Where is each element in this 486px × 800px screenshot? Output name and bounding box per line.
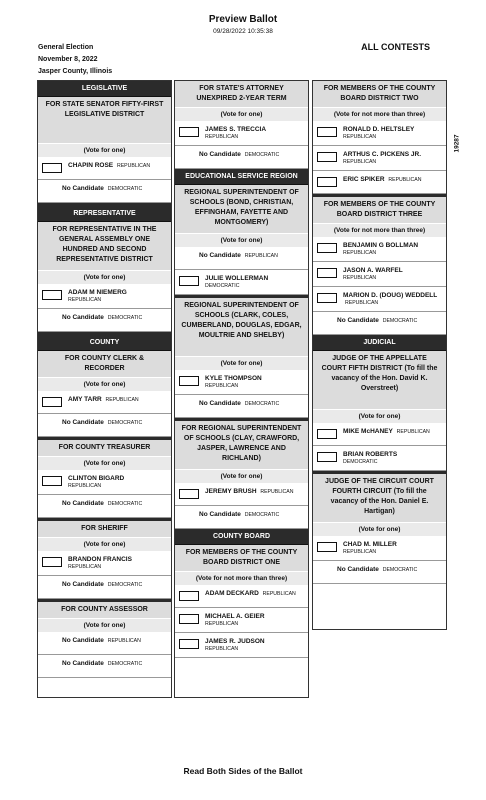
candidate-party: REPUBLICAN: [260, 489, 294, 495]
no-candidate-label: No Candidate: [199, 151, 241, 158]
candidate-option[interactable]: [38, 284, 171, 309]
candidate-option[interactable]: [313, 171, 446, 194]
candidate-name: ADAM DECKARD: [205, 590, 259, 597]
vote-instruction: (Vote for one): [38, 456, 171, 470]
vote-oval[interactable]: [179, 614, 199, 624]
vote-oval[interactable]: [317, 293, 337, 303]
election-county: Jasper County, Illinois: [38, 68, 113, 75]
contests-label: ALL CONTESTS: [361, 42, 430, 52]
contest-title: FOR COUNTY TREASURER: [38, 440, 171, 456]
contest-title: FOR COUNTY CLERK & RECORDER: [38, 351, 171, 377]
candidate-party: REPUBLICAN: [345, 300, 379, 306]
vote-oval[interactable]: [179, 276, 199, 286]
no-candidate-row: [313, 312, 446, 335]
vote-oval[interactable]: [42, 397, 62, 407]
no-candidate-label: No Candidate: [62, 500, 104, 507]
candidate-option[interactable]: [175, 585, 308, 608]
candidate-party: DEMOCRATIC: [107, 661, 143, 667]
candidate-party: REPUBLICAN: [343, 275, 377, 281]
candidate-name: RONALD D. HELTSLEY: [343, 126, 415, 133]
candidate-party: REPUBLICAN: [68, 483, 102, 489]
no-candidate-row: [313, 561, 446, 584]
no-candidate-label: No Candidate: [62, 581, 104, 588]
vote-instruction: (Vote for one): [38, 537, 171, 551]
candidate-party: REPUBLICAN: [343, 159, 377, 165]
candidate-party: REPUBLICAN: [205, 134, 239, 140]
candidate-name: CHAD M. MILLER: [343, 541, 397, 548]
vote-oval[interactable]: [317, 177, 337, 187]
candidate-party: REPUBLICAN: [107, 638, 141, 644]
no-candidate-label: No Candidate: [199, 252, 241, 259]
candidate-party: REPUBLICAN: [388, 177, 422, 183]
no-candidate-label: No Candidate: [337, 317, 379, 324]
ballot-title: Preview Ballot: [208, 14, 278, 25]
section-header-legislative: LEGISLATIVE: [38, 81, 171, 97]
candidate-option[interactable]: [313, 121, 446, 146]
no-candidate-row: [38, 576, 171, 599]
contest-title: FOR MEMBERS OF THE COUNTY BOARD DISTRICT ONE: [175, 545, 308, 571]
candidate-party: DEMOCRATIC: [382, 318, 418, 324]
contest-title: FOR REPRESENTATIVE IN THE GENERAL ASSEMBLY ONE HUNDRED AND SECOND REPRESENTATIVE DISTRICT: [38, 222, 171, 270]
candidate-option[interactable]: [38, 470, 171, 495]
contest-title: REGIONAL SUPERINTENDENT OF SCHOOLS (CLARK, COLES, CUMBERLAND, DOUGLAS, EDGAR, MOULTRIE AND SHELBY): [175, 298, 308, 356]
candidate-option[interactable]: [313, 287, 446, 312]
no-candidate-row: [38, 655, 171, 678]
contest-title: FOR COUNTY ASSESSOR: [38, 602, 171, 618]
candidate-option[interactable]: [313, 423, 446, 446]
candidate-name: CHAPIN ROSE: [68, 162, 114, 169]
candidate-party: DEMOCRATIC: [244, 152, 280, 158]
section-header-educational-service-region: EDUCATIONAL SERVICE REGION: [175, 169, 308, 185]
election-name: General Election: [38, 44, 94, 51]
candidate-option[interactable]: [175, 633, 308, 658]
vote-oval[interactable]: [42, 163, 62, 173]
candidate-party: REPUBLICAN: [343, 250, 377, 256]
contest-title: FOR SHERIFF: [38, 521, 171, 537]
no-candidate-row: [38, 180, 171, 203]
candidate-name: BENJAMIN G BOLLMAN: [343, 242, 419, 249]
vote-instruction: (Vote for one): [38, 143, 171, 157]
contest-title: FOR REGIONAL SUPERINTENDENT OF SCHOOLS (CLAY, CRAWFORD, JASPER, LAWRENCE AND RICHLAND): [175, 421, 308, 469]
vote-instruction: (Vote for one): [175, 356, 308, 370]
candidate-name: ARTHUS C. PICKENS JR.: [343, 151, 422, 158]
candidate-name: CLINTON BIGARD: [68, 475, 125, 482]
candidate-party: REPUBLICAN: [116, 163, 151, 169]
candidate-option[interactable]: [38, 391, 171, 414]
candidate-option[interactable]: [313, 146, 446, 171]
candidate-party: DEMOCRATIC: [244, 401, 280, 407]
candidate-party: REPUBLICAN: [68, 564, 102, 570]
vote-oval[interactable]: [317, 452, 337, 462]
candidate-name: MARION D. (DOUG) WEDDELL: [343, 292, 438, 299]
candidate-name: JAMES R. JUDSON: [205, 638, 265, 645]
candidate-party: REPUBLICAN: [105, 397, 139, 403]
candidate-name: JULIE WOLLERMAN: [205, 275, 269, 282]
vote-instruction: (Vote for one): [175, 469, 308, 483]
candidate-option[interactable]: [175, 370, 308, 395]
no-candidate-row: [38, 414, 171, 437]
candidate-option[interactable]: [313, 237, 446, 262]
candidate-option[interactable]: [175, 270, 308, 295]
candidate-party: DEMOCRATIC: [107, 501, 143, 507]
candidate-option[interactable]: [313, 446, 446, 471]
candidate-party: REPUBLICAN: [396, 429, 430, 435]
no-candidate-row: [175, 395, 308, 418]
vote-oval[interactable]: [317, 152, 337, 162]
candidate-party: DEMOCRATIC: [107, 420, 143, 426]
candidate-party: REPUBLICAN: [205, 646, 239, 652]
candidate-party: DEMOCRATIC: [107, 315, 143, 321]
contest-title: FOR MEMBERS OF THE COUNTY BOARD DISTRICT THREE: [313, 197, 446, 223]
candidate-party: DEMOCRATIC: [107, 582, 143, 588]
vote-instruction: (Vote for one): [38, 270, 171, 284]
no-candidate-label: No Candidate: [199, 511, 241, 518]
ballot-footer: Read Both Sides of the Ballot: [183, 766, 303, 776]
ballot-column-2: [174, 80, 309, 698]
section-header-county-board: COUNTY BOARD: [175, 529, 308, 545]
vote-instruction: (Vote for one): [38, 618, 171, 632]
candidate-name: AMY TARR: [68, 396, 102, 403]
vote-oval[interactable]: [179, 489, 199, 499]
vote-oval[interactable]: [179, 127, 199, 137]
no-candidate-row: [175, 146, 308, 169]
candidate-name: BRIAN ROBERTS: [343, 451, 398, 458]
vote-oval[interactable]: [317, 127, 337, 137]
candidate-name: ERIC SPIKER: [343, 176, 385, 183]
candidate-party: DEMOCRATIC: [107, 186, 143, 192]
no-candidate-label: No Candidate: [62, 185, 104, 192]
no-candidate-row: [38, 632, 171, 655]
candidate-party: DEMOCRATIC: [244, 512, 280, 518]
contest-title: JUDGE OF THE CIRCUIT COURT FOURTH CIRCUIT (To fill the vacancy of the Hon. Daniel E. Hartigan): [313, 474, 446, 522]
candidate-option[interactable]: [38, 551, 171, 576]
vote-instruction: (Vote for not more than three): [313, 223, 446, 237]
vote-instruction: (Vote for not more than three): [313, 107, 446, 121]
contest-title: JUDGE OF THE APPELLATE COURT FIFTH DISTRICT (To fill the vacancy of the Hon. David K. Overstreet): [313, 351, 446, 409]
candidate-name: MIKE McHANEY: [343, 428, 393, 435]
no-candidate-label: No Candidate: [62, 660, 104, 667]
candidate-party: DEMOCRATIC: [382, 567, 418, 573]
vote-instruction: (Vote for one): [175, 233, 308, 247]
candidate-party: REPUBLICAN: [262, 591, 296, 597]
candidate-option[interactable]: [175, 608, 308, 633]
candidate-party: REPUBLICAN: [68, 297, 102, 303]
no-candidate-label: No Candidate: [62, 637, 104, 644]
no-candidate-label: No Candidate: [199, 400, 241, 407]
candidate-name: MICHAEL A. GEIER: [205, 613, 265, 620]
candidate-name: ADAM M NIEMERG: [68, 289, 127, 296]
candidate-party: REPUBLICAN: [343, 549, 377, 555]
vote-oval[interactable]: [179, 376, 199, 386]
contest-title: FOR STATE'S ATTORNEY UNEXPIRED 2-YEAR TERM: [175, 81, 308, 107]
candidate-option[interactable]: [313, 262, 446, 287]
candidate-option[interactable]: [38, 157, 171, 180]
candidate-party: REPUBLICAN: [343, 134, 377, 140]
no-candidate-row: [38, 309, 171, 332]
section-header-county: COUNTY: [38, 335, 171, 351]
vote-oval[interactable]: [42, 290, 62, 300]
vote-oval[interactable]: [42, 557, 62, 567]
ballot-column-1: [37, 80, 172, 698]
candidate-name: JASON A. WARFEL: [343, 267, 403, 274]
no-candidate-label: No Candidate: [62, 419, 104, 426]
election-info: [38, 42, 112, 78]
candidate-option[interactable]: [175, 483, 308, 506]
candidate-party: REPUBLICAN: [244, 253, 278, 259]
vote-instruction: (Vote for one): [38, 377, 171, 391]
vote-instruction: (Vote for not more than three): [175, 571, 308, 585]
vote-oval[interactable]: [317, 268, 337, 278]
candidate-name: JEREMY BRUSH: [205, 488, 257, 495]
vote-instruction: (Vote for one): [313, 522, 446, 536]
candidate-name: JAMES S. TRECCIA: [205, 126, 267, 133]
candidate-option[interactable]: [313, 536, 446, 561]
ballot-column-3: [312, 80, 447, 630]
vote-instruction: (Vote for one): [175, 107, 308, 121]
candidate-party: REPUBLICAN: [205, 383, 239, 389]
vote-oval[interactable]: [42, 476, 62, 486]
contest-title: FOR STATE SENATOR FIFTY-FIRST LEGISLATIVE DISTRICT: [38, 97, 171, 143]
election-date: November 8, 2022: [38, 56, 98, 63]
no-candidate-row: [175, 247, 308, 270]
no-candidate-label: No Candidate: [337, 566, 379, 573]
contest-title: FOR MEMBERS OF THE COUNTY BOARD DISTRICT TWO: [313, 81, 446, 107]
section-header-representative: REPRESENTATIVE: [38, 206, 171, 222]
no-candidate-label: No Candidate: [62, 314, 104, 321]
candidate-party: DEMOCRATIC: [205, 283, 240, 289]
ballot-timestamp: 09/28/2022 10:35:38: [213, 28, 273, 35]
contest-title: REGIONAL SUPERINTENDENT OF SCHOOLS (BOND, CHRISTIAN, EFFINGHAM, FAYETTE AND MONTGOMERY): [175, 185, 308, 233]
candidate-party: REPUBLICAN: [205, 621, 239, 627]
candidate-name: KYLE THOMPSON: [205, 375, 262, 382]
no-candidate-row: [38, 495, 171, 518]
vote-instruction: (Vote for one): [313, 409, 446, 423]
vote-oval[interactable]: [317, 542, 337, 552]
vote-oval[interactable]: [317, 243, 337, 253]
vote-oval[interactable]: [317, 429, 337, 439]
section-header-judicial: JUDICIAL: [313, 335, 446, 351]
vote-oval[interactable]: [179, 591, 199, 601]
candidate-party: DEMOCRATIC: [343, 459, 378, 465]
ballot-side-id: 19287: [453, 134, 461, 153]
candidate-option[interactable]: [175, 121, 308, 146]
candidate-name: BRANDON FRANCIS: [68, 556, 132, 563]
vote-oval[interactable]: [179, 639, 199, 649]
no-candidate-row: [175, 506, 308, 529]
